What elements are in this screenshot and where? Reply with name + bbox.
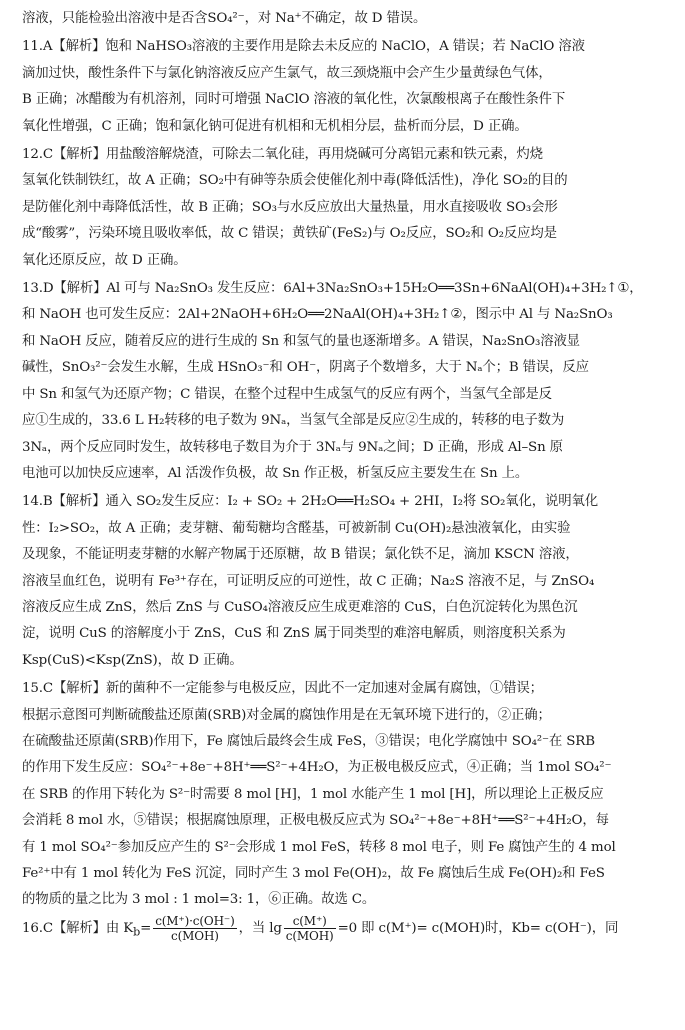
- equals-sign: =: [140, 920, 152, 936]
- text-line: 电池可以加快反应速率，Al 活泼作负极，故 Sn 作正极，析氢反应主要发生在 Sn 上。: [22, 465, 529, 481]
- text-line: 在 SRB 的作用下转化为 S²⁻时需要 8 mol [H]，1 mol 水能产生 1 mol [H]，所以理论上正极反应: [22, 786, 604, 802]
- text-line: 氢氧化铁制铁红，故 A 正确；SO₂中有砷等杂质会使催化剂中毒(降低活性)，净化 SO₂的目的: [22, 173, 568, 189]
- text-line: 应①生成的，33.6 L H₂转移的电子数为 9Nₐ，当氢气全部是反应②生成的，转移的电子数为: [22, 413, 565, 429]
- lg-numerator: c(M⁺): [284, 914, 336, 929]
- q16-middle: ，当 lg: [238, 920, 282, 936]
- text-line: 碱性，SnO₃²⁻会发生水解，生成 HSnO₃⁻和 OH⁻，阴离子个数增多，大于 Nₐ个；B 错误，反应: [22, 360, 589, 376]
- text-line: 根据示意图可判断硫酸盐还原菌(SRB)对金属的腐蚀作用是在无氧环境下进行的，②正确；: [22, 707, 551, 723]
- text-line: 氧化还原反应，故 D 正确。: [22, 252, 187, 268]
- text-line: B 正确；冰醋酸为有机溶剂，同时可增强 NaClO 溶液的氧化性，次氯酸根离子在酸性条件下: [22, 92, 566, 108]
- text-line: 3Nₐ，两个反应同时发生，故转移电子数目为介于 3Nₐ与 9Nₐ之间；D 正确，形成 Al–Sn 原: [22, 439, 563, 455]
- text-line: 氧化性增强，C 正确；饱和氯化钠可促进有机相和无机相分层，盐析而分层，D 正确。: [22, 118, 528, 134]
- q16-prefix: 16.C【解析】由 K: [22, 920, 134, 936]
- text-line: Ksp(CuS)<Ksp(ZnS)，故 D 正确。: [22, 652, 243, 668]
- text-line: 溶液，只能检验出溶液中是否含SO₄²⁻，对 Na⁺不确定，故 D 错误。: [22, 11, 427, 26]
- text-line: 溶液反应生成 ZnS，然后 ZnS 与 CuSO₄溶液反应生成更难溶的 CuS，白色沉淀转化为黑色沉: [22, 599, 578, 615]
- lg-fraction: [284, 914, 336, 943]
- text-line: 13.D【解析】Al 可与 Na₂SnO₃ 发生反应：6Al+3Na₂SnO₃+15H₂O══3Sn+6NaAl(OH)₄+3H₂↑①，: [22, 281, 643, 297]
- kb-fraction: [153, 914, 236, 943]
- text-line: 12.C【解析】用盐酸溶解烧渣，可除去二氧化硅，再用烧碱可分离铝元素和铁元素，灼烧: [22, 147, 543, 163]
- text-line: 成“酸雾”，污染环境且吸收率低，故 C 错误；黄铁矿(FeS₂)与 O₂反应，SO₂和 O₂反应均是: [22, 226, 557, 242]
- text-line: Fe²⁺中有 1 mol 转化为 FeS 沉淀，同时产生 3 mol Fe(OH)₂，故 Fe 腐蚀后生成 Fe(OH)₂和 FeS: [22, 866, 605, 881]
- text-line: 中 Sn 和氢气为还原产物；C 错误，在整个过程中生成氢气的反应有两个，当氢气全部是反: [22, 386, 552, 402]
- text-line: 溶液呈血红色，说明有 Fe³⁺存在，可证明反应的可逆性，故 C 正确；Na₂S 溶液不足，与 ZnSO₄: [22, 573, 595, 589]
- kb-numerator: c(M⁺)·c(OH⁻): [155, 913, 235, 928]
- kb-subscript: b: [133, 925, 141, 939]
- text-line: 在硫酸盐还原菌(SRB)作用下，Fe 腐蚀后最终会生成 FeS，③错误；电化学腐蚀中 SO₄²⁻在 SRB: [22, 733, 595, 749]
- q16-suffix: =0 即 c(M⁺)= c(MOH)时，Kb= c(OH⁻)，同: [337, 920, 619, 936]
- text-line: 性：I₂>SO₂，故 A 正确；麦芽糖、葡萄糖均含醛基，可被新制 Cu(OH)₂悬浊液氧化，由实验: [22, 520, 571, 536]
- explanation-body: [22, 6, 671, 914]
- lg-denominator: c(MOH): [285, 928, 334, 943]
- text-line: 是防催化剂中毒降低活性，故 B 正确；SO₃与水反应放出大量热量，用水直接吸收 SO₃会形: [22, 199, 558, 215]
- kb-denominator: c(MOH): [171, 928, 219, 943]
- text-line: 淀，说明 CuS 的溶解度小于 ZnS，CuS 和 ZnS 属于同类型的难溶电解质，则溶度积关系为: [22, 626, 566, 642]
- text-line: 和 NaOH 也可发生反应：2Al+2NaOH+6H₂O══2NaAl(OH)₄+3H₂↑②，图示中 Al 与 Na₂SnO₃: [22, 307, 613, 323]
- text-line: 滴加过快，酸性条件下与氯化钠溶液反应产生氯气，故三颈烧瓶中会产生少量黄绿色气体，: [22, 65, 552, 81]
- text-line: 的作用下发生反应：SO₄²⁻+8e⁻+8H⁺══S²⁻+4H₂O，为正极电极反应式，④正确；当 1mol SO₄²⁻: [22, 760, 612, 776]
- question-16-line: [22, 914, 671, 946]
- text-line: 及现象，不能证明麦芽糖的水解产物属于还原糖，故 B 错误；氯化铁不足，滴加 KSCN 溶液，: [22, 547, 579, 563]
- text-line: 11.A【解析】饱和 NaHSO₃溶液的主要作用是除去未反应的 NaClO，A 错误；若 NaClO 溶液: [22, 39, 585, 55]
- text-line: 的物质的量之比为 3 mol : 1 mol=3: 1，⑥正确。故选 C。: [22, 892, 376, 908]
- text-line: 会消耗 8 mol 水，⑤错误；根据腐蚀原理，正极电极反应式为 SO₄²⁻+8e⁻+8H⁺══S²⁻+4H₂O，每: [22, 813, 609, 829]
- text-line: 15.C【解析】新的菌种不一定能参与电极反应，因此不一定加速对金属有腐蚀，①错误；: [22, 681, 543, 697]
- text-line: 14.B【解析】通入 SO₂发生反应：I₂ + SO₂ + 2H₂O══H₂SO₄ + 2HI，I₂将 SO₂氧化，说明氧化: [22, 494, 598, 510]
- text-line: 有 1 mol SO₄²⁻参加反应产生的 S²⁻会形成 1 mol FeS，转移 8 mol 电子，则 Fe 腐蚀产生的 4 mol: [22, 839, 616, 855]
- text-line: 和 NaOH 反应，随着反应的进行生成的 Sn 和氢气的量也逐渐增多。A 错误，Na₂SnO₃溶液显: [22, 333, 580, 349]
